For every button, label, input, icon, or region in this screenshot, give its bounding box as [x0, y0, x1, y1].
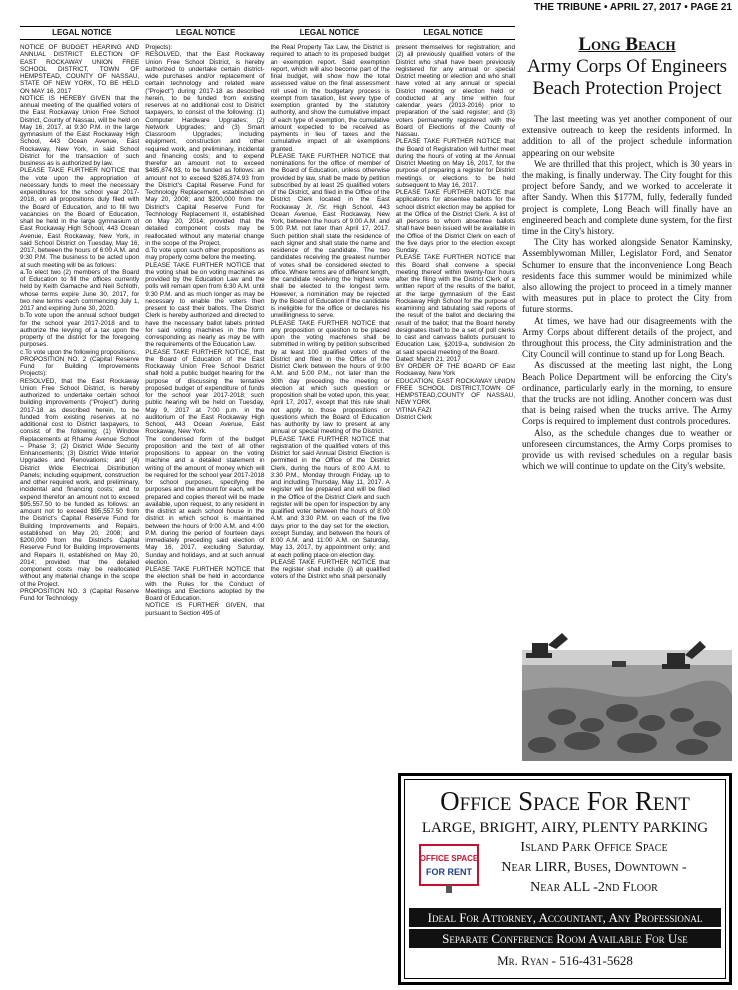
ad-title: Office Space For Rent — [440, 786, 690, 816]
article-paragraph: Also, as the schedule changes due to weather or unforeseen circumstances, the Army Corps promises to provide us with revised schedules on a regular basis which we will continue to update on the City's website. — [522, 427, 732, 472]
legal-paragraph: RESOLVED, that the East Rockaway Union Free School District, is hereby authorized to undertake certain school building improvements ("Project") during 2017-18 as described herein, to be funded from existing reserves at no additional cost to District taxpayers, to consist of the following; (1) Window Replacements at Rhame Avenue School – Phase 3; (2) District Wide Security Enhancements; (3) District Wide Interior Upgrades and Renovations; and (4) District Wide Electrical Distribution Panels; including equipment, construction and other required work, and preliminary, incidental and financing costs; and to expend therefor an amount not to exceed $95,557.50 to be funded as follows: an amount not to exceed $95,557.50 from the District's Capital Reserve Fund for Building Improvements and Repairs, established on May 20, 2008; and $200,000 from the District's Capital Reserve Fund for Building Improvements and Repairs II, established on May 20, 2014; provided that the detailed component costs may be reallocated without any material change in the scope of the Project. — [20, 377, 140, 588]
legal-paragraph: PROPOSITION NO. 3 (Capital Reserve Fund for Technology — [20, 587, 140, 602]
legal-paragraph: RESOLVED, that the East Rockaway Union Free School District, is hereby authorized to undertake certain district-wide purchases and/or replacement of certain technology and related ware ("Project") during 2017-18 as described herein, to be funded from existing reserves at no additional cost to District taxpayers, to consist of the following: (1) Computer Hardware Upgrades; (2) Network Upgrades; and (3) Smart Classroom Upgrades; including equipment, construction and other required work, and preliminary, incidental and financing costs; and to expend therefor an amount not to exceed $485,874.93, to be funded as follows: an amount not to exceed $285,874.93 from the District's Capital Reserve Fund for Technology Replacement, established on May 20, 2008; and $200,000 from the District's Capital Reserve Fund for Technology Replacement II, established on May 20, 2014; provided that the detailed component costs may be reallocated without any material change in the scope of the Project. — [145, 51, 265, 247]
article-body — [522, 114, 732, 473]
ad-contact: Mr. Ryan - 516-431-5628 — [497, 953, 633, 968]
for-rent-sign-icon — [419, 844, 479, 894]
legal-paragraph: District Clerk — [395, 413, 432, 421]
legal-paragraph: PLEASE TAKE FURTHER NOTICE that registration of the qualified voters of this District for said Annual District Election is permitted in the Office of the District Clerk, during the hours of 8:00 A.M. to 3:30 P.M., Monday through Friday, up to and including Thursday, May 11, 2017. A register will be prepared and will be filed in the Office of the District Clerk and such register will be open for inspection by any qualified voter between the hours of 8:00 A.M. and 3:30 P.M. on each of the five days prior to the day set for the election, except Sunday, and between the hours of 8:00 A.M. and 11:00 A.M. on Saturday, May 13, 2017, by appointment only; and at each polling place on election day. — [270, 435, 390, 559]
legal-header: LEGAL NOTICE — [175, 28, 236, 37]
legal-paragraph: the Real Property Tax Law, the District is required to attach to its proposed budget an exemption report. Said exemption report, which will also become part of the final budget, will show how the total assessed value on the final assessment roll used in the budgetary process is exempt from taxation, list every type of exemption granted by the statutory authority, and show the cumulative impact of each type of exemption, the cumulative amount expected to be received as payments in lieu of taxes and the cumulative impact of all exemptions granted. — [270, 44, 390, 153]
article-subtitle: Army Corps Of Engineers Beach Protection Project — [527, 56, 727, 99]
article-paragraph: As discussed at the meeting last night, the Long Beach Police Department will be enforcing the City's ordinance, particularly early in the morning, to ensure that the trucks are not idling. Another concern was dust that is being raised when the trucks arrive. The Army Corps is required to implement dust controls procedures. — [522, 360, 732, 427]
legal-paragraph: PLEASE TAKE FURTHER NOTICE that the vote upon the appropriation of necessary funds to meet the necessary expenditures for the school year 2017-2018, on all propositions duly filed with the Board of Education, and to fill two vacancies on the Board of Education, shall be held in the large gymnasium of East Rockaway High School, 443 Ocean Avenue, East Rockaway, New York, in said School District on Tuesday, May 16, 2017, between the hours of 6:00 A.M. and 9:30 P.M. The business to be acted upon at such meeting will be as follows: — [20, 167, 140, 269]
legal-paragraph: BY ORDER OF THE BOARD OF East Rockaway, New York — [395, 363, 515, 378]
legal-paragraph: NOTICE IS FURTHER GIVEN, that pursuant to Section 495 of — [145, 602, 265, 617]
legal-paragraph: PLEASE TAKE FURTHER NOTICE, that the Board of Education of the East Rockaway Union Free School District shall hold a public budget hearing for the purpose of discussing the tentative proposed budget of expenditure of funds for the school year 2017-2018; such public hearing will be held on Tuesday, May 9, 2017 at 7:00 p.m. in the auditorium of the East Rockaway High School, 443 Ocean Avenue, East Rockaway, New York. — [145, 348, 265, 436]
office-space-ad — [398, 773, 732, 985]
legal-column — [20, 44, 139, 980]
legal-paragraph: PROPOSITION NO. 2 (Capital Reserve Fund for Building Improvements Projects): — [20, 355, 140, 378]
legal-paragraph: PLEASE TAKE FURTHER NOTICE that applications for absentee ballots for the school district election may be applied for at the Office of the District Clerk. A list of all persons to whom absentee ballots shall have been issued will be available in the Office of the District Clerk on each of the five days prior to the election except Sunday. — [395, 189, 515, 254]
legal-paragraph: PLEASE TAKE FURTHER NOTICE that any proposition or question to be placed upon the voting machines shall be submitted in writing by petition subscribed by at least 100 qualified voters of the District and filed in the Office of the District Clerk between the hours of 9:00 A.M. and 5:00 P.M., not later than the 30th day preceding the meeting or election at which such question or proposition shall be voted upon, this year, April 17, 2017, except that this rule shall not apply to those propositions or questions which the Board of Education has authority by law to present at any annual or special meeting of the District. — [270, 319, 390, 436]
ad-line: LARGE, BRIGHT, AIRY, PLENTY PARKING — [421, 820, 709, 836]
legal-paragraph: PLEASE TAKE FURTHER NOTICE that the register shall include (i) all qualified voters of the District who shall personally — [270, 558, 390, 581]
legal-column — [271, 44, 390, 980]
legal-headers — [20, 26, 515, 40]
sign-line-1: OFFICE SPACE — [419, 854, 479, 863]
beach-construction-photo — [522, 595, 732, 761]
legal-paragraph: NOTICE IS HEREBY GIVEN that the annual meeting of the qualified voters of the East Rockaway Union Free School District, County of Nassau, will be held on May 16, 2017, at 9:30 P.M. in the large gymnasium of the East Rockaway High School, 443 Ocean Avenue, East Rockaway, New York, in said School District for the transaction of such business as is authorized by law. — [20, 94, 140, 167]
legal-paragraph: present themselves for registration; and (2) all previously qualified voters of the District who shall have been previously registered for any annual or special District meeting or election and who shall have voted at any annual or special District meeting or election held or conducted at any time within four calendar years (2013-2016) prior to preparation of the said register; and (3) voters permanently registered with the Board of Elections of the County of Nassau. — [395, 44, 515, 138]
sign-line-2: FOR RENT — [426, 867, 472, 877]
legal-paragraph: a.To elect two (2) members of the Board of Education to fill the offices currently held by Keith Gamache and Neil Schloth, whose terms expire June 30, 2017, for two new terms each commencing July 1, 2017 and expiring June 30, 2020. — [20, 268, 140, 312]
article-paragraph: The last meeting was yet another component of our extensive outreach to keep the residents informed. In addition to all of the project schedule information appearing on our website — [522, 114, 732, 158]
legal-paragraph: c.To vote upon the following propositions: — [20, 348, 137, 356]
ad-line: Island Park Office Space — [520, 840, 668, 855]
article — [522, 34, 732, 473]
legal-header: LEGAL NOTICE — [52, 28, 112, 37]
legal-paragraph: d.To vote upon such other propositions as may properly come before the meeting. — [145, 247, 265, 262]
legal-paragraph: Dated: March 21, 2017 — [395, 355, 461, 363]
legal-paragraph: EDUCATION, EAST ROCKAWAY UNION FREE SCHOOL DISTRICT,TOWN OF HEMPSTEAD,COUNTY OF NASSAU, NEW YORK — [395, 377, 515, 407]
legal-paragraph: Projects): — [145, 44, 173, 51]
legal-paragraph: PLEASE TAKE FURTHER NOTICE that the election shall be held in accordance with the Rules for the Conduct of Meetings and Elections adopted by the Board of Education. — [145, 566, 265, 602]
ad-highlight-bar: Ideal For Attorney, Accountant, Any Professional — [409, 908, 721, 927]
legal-column — [145, 44, 264, 980]
legal-paragraph: PLEASE TAKE FURTHER NOTICE that the Board of Registration will further meet during the hours of voting at the Annual District Meeting on May 16, 2017, for the purpose of preparing a register for District meetings or elections to be held subsequent to May 16, 2017. — [395, 138, 515, 189]
legal-paragraph: NOTICE OF BUDGET HEARING AND ANNUAL DISTRICT ELECTION OF EAST ROCKAWAY UNION FREE SCHOOL DISTRICT, TOWN OF HEMPSTEAD, COUNTY OF NASSAU, STATE OF NEW YORK, TO BE HELD ON MAY 16, 2017 — [20, 44, 140, 95]
article-paragraph: At times, we have had our disagreements with the Army Corps about different details of the project, and throughout this process, the City administration and the City Council will continue to stand up for Long Beach. — [522, 315, 732, 360]
legal-header: LEGAL NOTICE — [299, 28, 360, 37]
article-title: Long Beach — [578, 34, 676, 55]
masthead: THE TRIBUNE • APRIL 27, 2017 • PAGE 21 — [534, 2, 732, 13]
legal-paragraph: The condensed form of the budget proposition and the text of all other propositions to appear on the voting machine and a detailed statement in writing of the amount of money which will be required for the school year 2017-2018 for school purposes, specifying the purposes and the amount for each, will be prepared and copies thereof will be made available, upon request, to any resident in the district at each school house in the district in which school is maintained between the hours of 9:00 A.M. and 4:00 P.M. during the period of fourteen days immediately preceding said election of May 16, 2017, excluding Saturday, Sunday and holidays, and at such annual election. — [145, 435, 265, 566]
article-paragraph: The City has worked alongside Senator Kaminsky, Assemblywoman Miller, Legislator Ford, and Senator Schumer to ensure that the inconvenience Long Beach residents face this summer would be minimized while also allowing the project to proceed in a timely manner with measures put in place to protect the City from future storms. — [522, 237, 732, 315]
legal-paragraph: PLEASE TAKE FURTHER NOTICE that nominations for the office of member of the Board of Education, unless otherwise provided by law, shall be made by petition subscribed by at least 25 qualified voters of the District, and filed in the Office of the District Clerk located in the East Rockaway Jr. /Sr. High School, 443 Ocean Avenue, East Rockaway, New York, between the hours of 9:00 A.M. and 5:00 P.M. not later than April 17, 2017. Such petition shall state the residence of each signer and shall state the name and residence of the candidate. The two candidates receiving the greatest number of votes shall be considered elected to office. Where terms are of different length, the candidate receiving the highest vote shall be elected to the longest term. However, a nomination may be rejected by the Board of Education if the candidate is ineligible for the office or declares his unwillingness to serve. — [270, 152, 390, 320]
ad-highlight-bar: Separate Conference Room Available For Use — [409, 929, 721, 948]
legal-paragraph: PLEASE TAKE FURTHER NOTICE that the voting shall be on voting machines as provided by the Education Law and the polls will remain open from 6:30 A.M. until 9:30 P.M. and as much longer as may be necessary to enable the voters then present to cast their ballots. The District Clerk is hereby authorized and directed to have the necessary ballot labels printed for said voting machines in the form corresponding as nearly as may be with the requirements of the Education Law. — [145, 261, 265, 349]
legal-paragraph: PLEASE TAKE FURTHER NOTICE that this Board shall convene a special meeting thereof within twenty-four hours after the filing with the District Clerk of a written report of the results of the ballot, at the large gymnasium of the East Rockaway High School for the purpose of examining and tabulating said reports of the result of the ballot and declaring the result of the ballot; that the Board hereby designates itself to be a set of poll clerks to cast and canvass ballots pursuant to Education Law, §2019-a, subdivision 2b at said special meeting of the Board. — [395, 254, 515, 356]
beach-photo-illustration — [522, 595, 732, 761]
legal-paragraph: VITINA FAZI — [395, 406, 432, 414]
legal-header: LEGAL NOTICE — [423, 28, 483, 37]
ad-inner-border — [404, 779, 726, 979]
legal-paragraph: b.To vote upon the annual school budget for the school year 2017-2018 and to authorize the levying of a tax upon the property of the district for the foregoing purposes. — [20, 312, 140, 349]
ad-line: Near LIRR, Buses, Downtown - — [501, 860, 687, 875]
ad-line: Near ALL -2nd Floor — [530, 880, 658, 895]
article-paragraph: We are thrilled that this project, which is 30 years in the making, is finally underway. The City fought for this project before Sandy, and we worked to accelerate it after Sandy. When this $177M, fully, federally funded project is complete, Long Beach will finally have an engineered beach and complete dune system, for the first time in the City's history. — [522, 158, 732, 237]
